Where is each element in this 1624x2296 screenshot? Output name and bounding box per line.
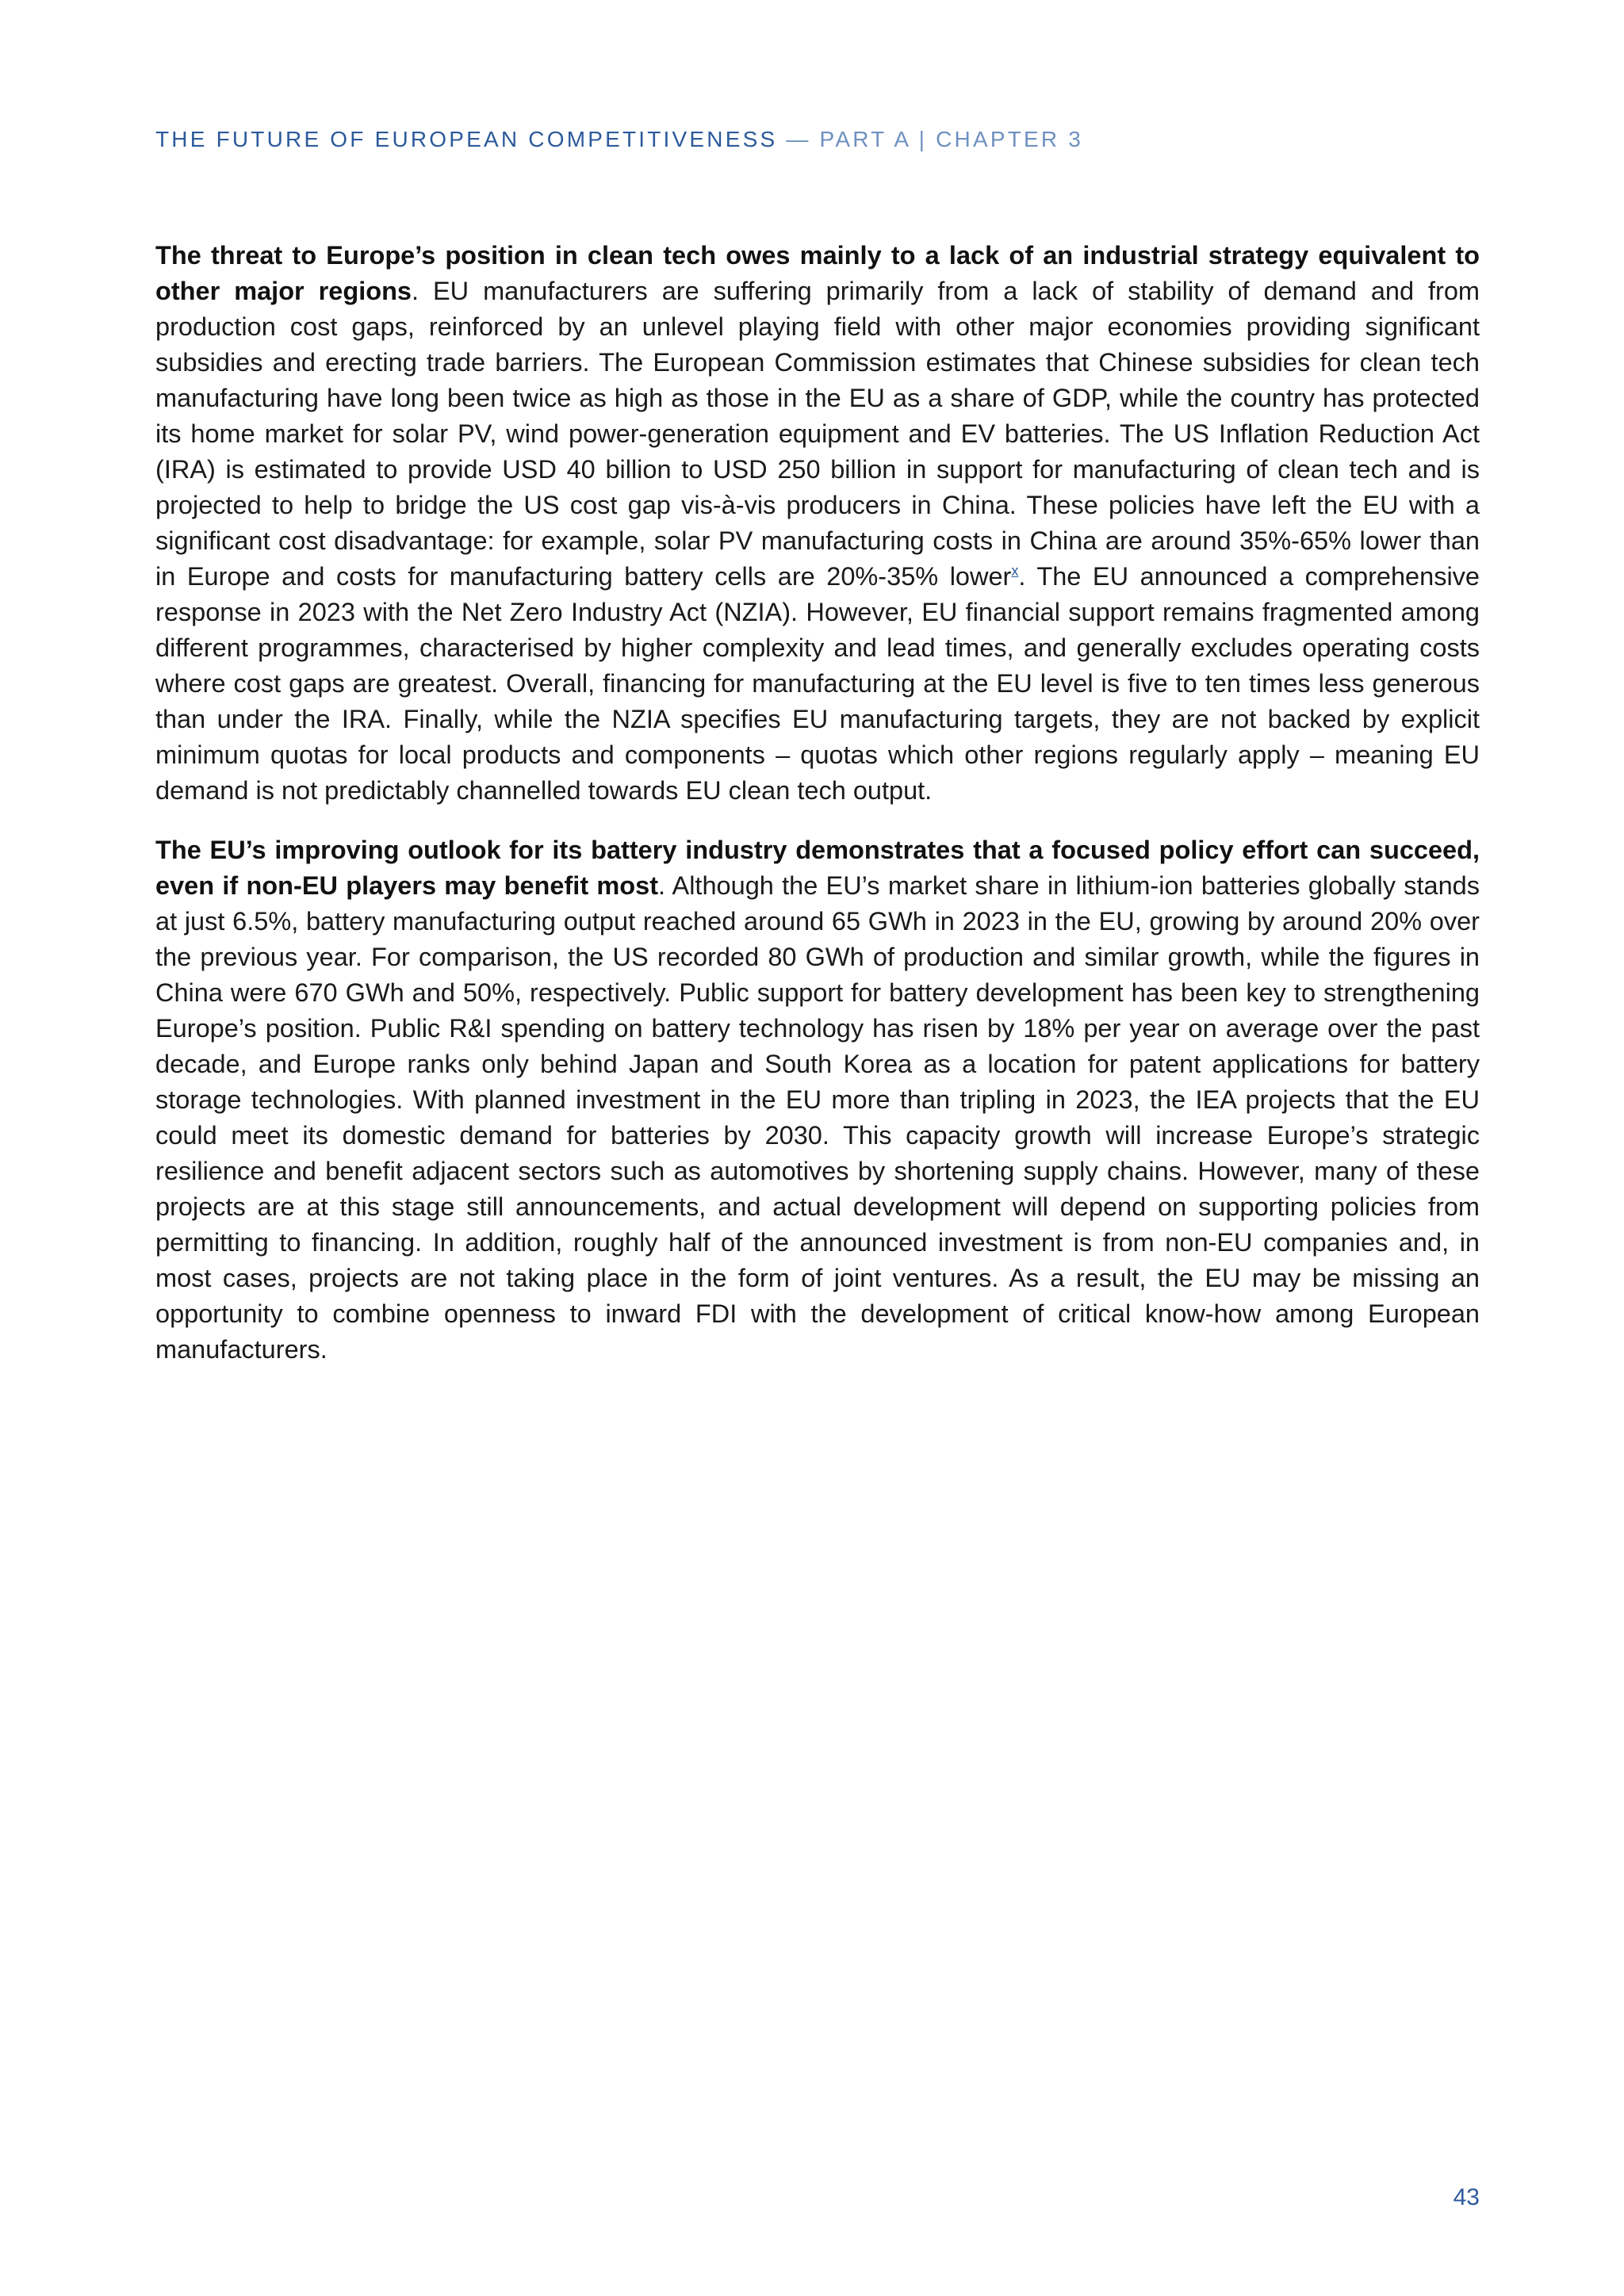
paragraph-clean-tech: [155, 238, 1480, 809]
paragraph-battery-industry: [155, 832, 1480, 1368]
page-number: 43: [1453, 2184, 1480, 2210]
footnote-reference-link[interactable]: x: [1011, 563, 1019, 580]
paragraph-lead: The threat to Europe’s position in clean tech owes mainly to a lack of an industrial strategy equivalent to other major regions: [155, 241, 1480, 305]
running-header: [155, 127, 1083, 152]
paragraph-body: . EU manufacturers are suffering primarily from a lack of stability of demand and from production cost gaps, reinforced by an unlevel playing field with other major economies providing significant subsidies and erecting trade barriers. The European Commission estimates that Chinese subsidies for clean tech manufacturing have long been twice as high as those in the EU as a share of GDP, while the country has protected its home market for solar PV, wind power-generation equipment and EV batteries. The US Inflation Reduction Act (IRA) is estimated to provide USD 40 billion to USD 250 billion in support for manufacturing of clean tech and is projected to help to bridge the US cost gap vis-à-vis producers in China. These policies have left the EU with a significant cost disadvantage: for example, solar PV manufacturing costs in China are around 35%-65% lower than in Europe and costs for manufacturing battery cells are 20%-35% lower: [155, 277, 1480, 591]
header-title: THE FUTURE OF EUROPEAN COMPETITIVENESS: [155, 127, 778, 151]
paragraph-lead: The EU’s improving outlook for its battery industry demonstrates that a focused policy effort can succeed, even if non-EU players may benefit most: [155, 836, 1480, 900]
header-separator: —: [777, 127, 820, 151]
paragraph-body: . Although the EU’s market share in lithium-ion batteries globally stands at just 6.5%, battery manufacturing output reached around 65 GWh in 2023 in the EU, growing by around 20% over the previous year. For comparison, the US recorded 80 GWh of production and similar growth, while the figures in China were 670 GWh and 50%, respectively. Public support for battery development has been key to strengthening Europe’s position. Public R&I spending on battery technology has risen by 18% per year on average over the past decade, and Europe ranks only behind Japan and South Korea as a location for patent applications for battery storage technologies. With planned investment in the EU more than tripling in 2023, the IEA projects that the EU could meet its domestic demand for batteries by 2030. This capacity growth will increase Europe’s strategic resilience and benefit adjacent sectors such as automotives by shortening supply chains. However, many of these projects are at this stage still announcements, and actual development will depend on supporting policies from permitting to financing. In addition, roughly half of the announced investment is from non-EU companies and, in most cases, projects are not taking place in the form of joint ventures. As a result, the EU may be missing an opportunity to combine openness to inward FDI with the development of critical know-how among European manufacturers.: [155, 871, 1480, 1364]
paragraph-body-continued: . The EU announced a comprehensive response in 2023 with the Net Zero Industry Act (NZIA). However, EU financial support remains fragmented among different programmes, characterised by higher complexity and lead times, and generally excludes operating costs where cost gaps are greatest. Overall, financing for manufacturing at the EU level is five to ten times less generous than under the IRA. Finally, while the NZIA specifies EU manufacturing targets, they are not backed by explicit minimum quotas for local products and components – quotas which other regions regularly apply – meaning EU demand is not predictably channelled towards EU clean tech output.: [155, 562, 1480, 805]
header-section: PART A | CHAPTER 3: [819, 127, 1084, 151]
main-content: [155, 238, 1480, 1391]
